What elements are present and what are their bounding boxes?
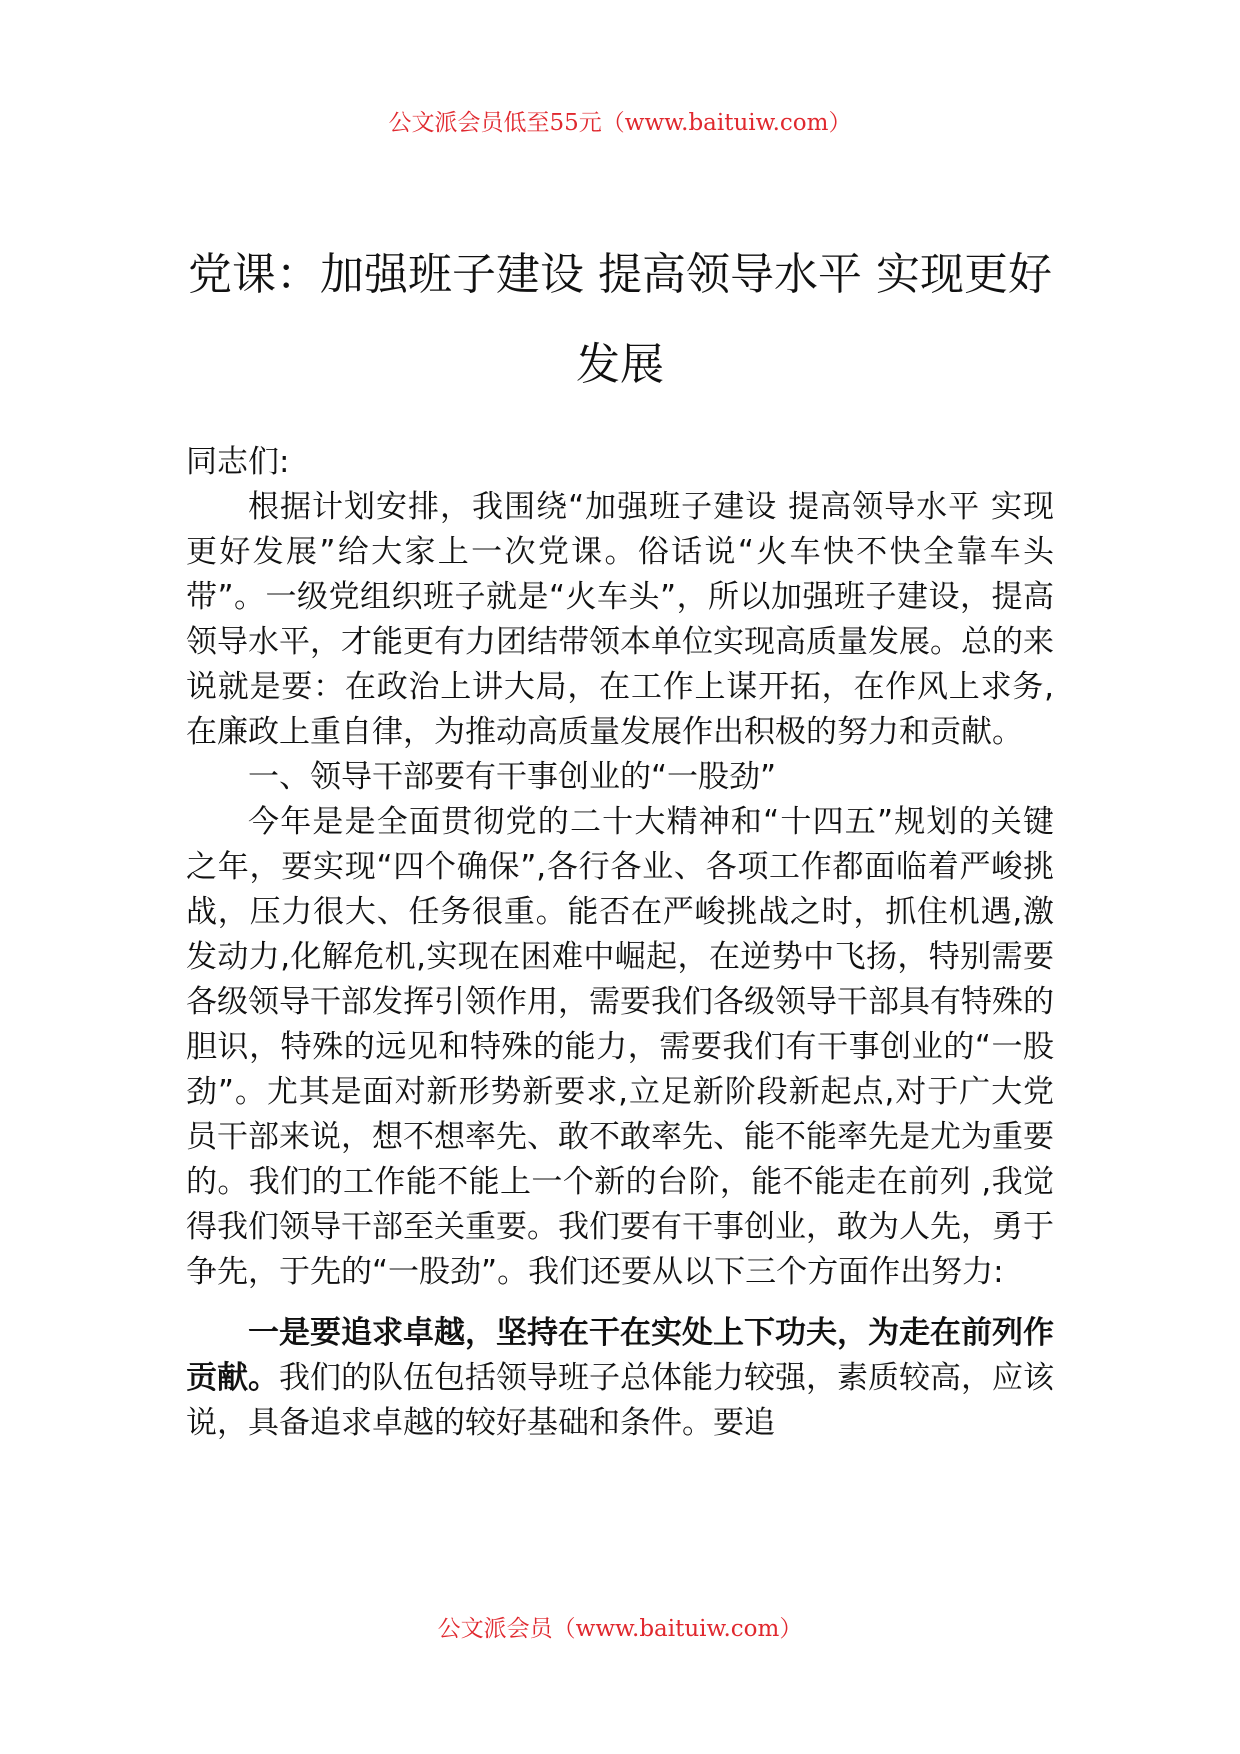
point-1-lead: 一是要追求卓越，坚持在干在实处上下功夫，为走在前列作贡献。 bbox=[186, 1315, 1054, 1396]
section-heading-1: 一、领导干部要有干事创业的“一股劲” bbox=[248, 759, 777, 795]
intro-paragraph: 根据计划安排，我围绕“加强班子建设 提高领导水平 实现更好发展”给大家上一次党课。俗话说“火车快不快全靠车头带”。一级党组织班子就是“火车头”，所以加强班子建设，提高领导水平，才能更有力团结带领本单位实现高质量发展。总的来说就是要：在政治上讲大局，在工作上谋开拓，在作风上求务,在廉政上重自律，为推动高质量发展作出积极的努力和贡献。 bbox=[186, 489, 1054, 750]
page-title: 党课：加强班子建设 提高领导水平 实现更好发展 bbox=[188, 249, 1052, 390]
point-1-text: 我们的队伍包括领导班子总体能力较强，素质较高，应该说，具备追求卓越的较好基础和条件。要追 bbox=[186, 1360, 1054, 1441]
point-1-paragraph bbox=[186, 1311, 1054, 1446]
header-promo-note: 公文派会员低至55元（www.baituiw.com） bbox=[388, 110, 852, 136]
document-body bbox=[186, 440, 1054, 1446]
footer-promo-note: 公文派会员（www.baituiw.com） bbox=[437, 1616, 803, 1642]
section-1-paragraph: 今年是是全面贯彻党的二十大精神和“十四五”规划的关键之年，要实现“四个确保”,各行各业、各项工作都面临着严峻挑战，压力很大、任务很重。能否在严峻挑战之时，抓住机遇,激发动力,化解危机,实现在困难中崛起，在逆势中飞扬，特别需要各级领导干部发挥引领作用，需要我们各级领导干部具有特殊的胆识，特殊的远见和特殊的能力，需要我们有干事创业的“一股劲”。尤其是面对新形势新要求,立足新阶段新起点,对于广大党员干部来说，想不想率先、敢不敢率先、能不能率先是尤为重要的。我们的工作能不能上一个新的台阶，能不能走在前列 ,我觉得我们领导干部至关重要。我们要有干事创业，敢为人先，勇于争先，于先的“一股劲”。我们还要从以下三个方面作出努力: bbox=[186, 804, 1054, 1290]
salutation: 同志们: bbox=[186, 444, 290, 480]
